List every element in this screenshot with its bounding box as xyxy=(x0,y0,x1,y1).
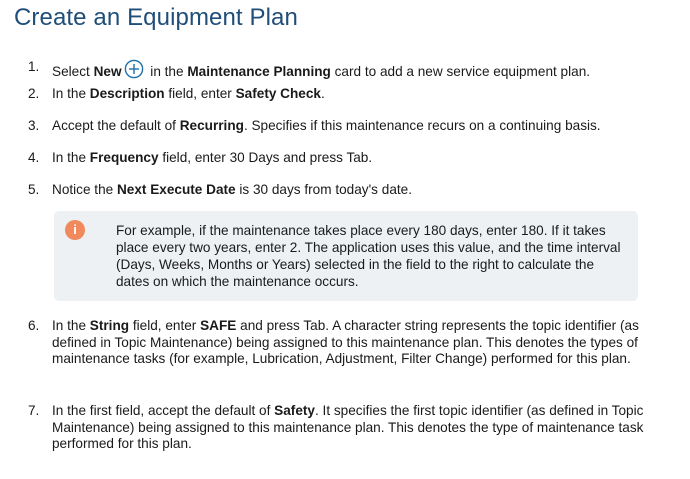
ui-value-safe: SAFE xyxy=(200,318,237,333)
step-text: In the Description field, enter Safety Check. xyxy=(52,86,325,101)
ui-value-safety-check: Safety Check xyxy=(235,86,321,101)
note-text: For example, if the maintenance takes place every 180 days, enter 180. If it takes place every two years, enter 2. The application uses this value, and the time interval (Days, Weeks, Months or Years) selected in the field to the right to calculate the dates on which the maintenance occurs. xyxy=(116,223,621,289)
step-text: In the String field, enter SAFE and press Tab. A character string represents the topic identifier (as defined in Topic Maintenance) being assigned to this maintenance plan. This denotes the types of maintenance tasks (for example, Lubrication, Adjustment, Filter Change) performed for this plan. xyxy=(52,318,639,366)
page-title: Create an Equipment Plan xyxy=(14,4,298,31)
step-5 xyxy=(28,182,648,199)
ui-label-maintenance-planning: Maintenance Planning xyxy=(187,64,331,79)
info-icon: i xyxy=(65,220,85,240)
ui-label-recurring: Recurring xyxy=(179,118,244,133)
ui-label-next-execute-date: Next Execute Date xyxy=(116,182,236,197)
step-text: Accept the default of Recurring. Specifies if this maintenance recurs on a continuing basis. xyxy=(52,118,601,133)
ui-label-new: New xyxy=(93,64,122,79)
step-text: In the first field, accept the default of Safety. It specifies the first topic identifier (as defined in Topic Maintenance) being assigned to this maintenance plan. This denotes the type of maintenance task performed for this plan. xyxy=(52,403,644,451)
plus-circle-icon xyxy=(124,59,144,79)
step-number: 7. xyxy=(28,403,40,418)
step-text: Notice the Next Execute Date is 30 days from today's date. xyxy=(52,182,412,197)
step-text: In the Frequency field, enter 30 Days and press Tab. xyxy=(52,150,373,165)
step-number: 6. xyxy=(28,318,40,333)
ui-label-frequency: Frequency xyxy=(89,150,159,165)
step-4 xyxy=(28,150,648,167)
step-number: 4. xyxy=(28,150,40,165)
info-note xyxy=(54,211,638,301)
step-number: 1. xyxy=(28,59,40,74)
ui-label-description: Description xyxy=(89,86,165,101)
step-number: 5. xyxy=(28,182,40,197)
step-7 xyxy=(28,403,648,453)
step-2 xyxy=(28,86,648,103)
step-number: 2. xyxy=(28,86,40,101)
step-number: 3. xyxy=(28,118,40,133)
ui-label-string: String xyxy=(89,318,130,333)
step-text: Select New in the Maintenance Planning card to add a new service equipment plan. xyxy=(52,59,648,81)
step-1 xyxy=(28,59,648,81)
step-6 xyxy=(28,318,648,368)
ui-value-safety: Safety xyxy=(274,403,315,418)
step-3 xyxy=(28,118,648,135)
